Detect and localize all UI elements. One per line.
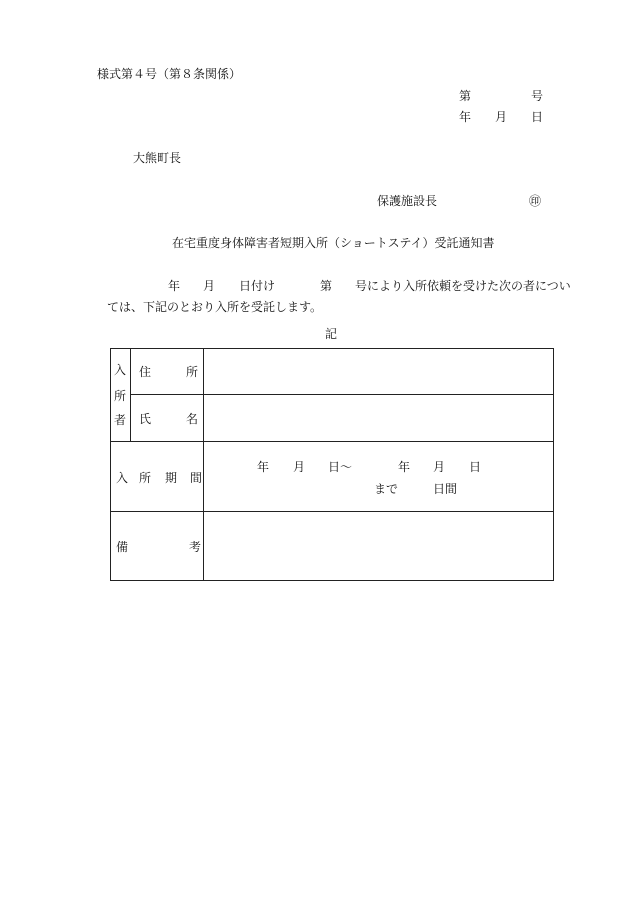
nyusho-label-cell <box>111 349 131 442</box>
remarks-value-cell[interactable] <box>204 512 554 581</box>
address-label-char-1: 住 <box>139 365 152 379</box>
date-month: 月 <box>495 110 508 124</box>
remarks-row <box>111 512 554 581</box>
body-line2: ては、下記のとおり入所を受託します。 <box>107 300 323 314</box>
date-day: 日 <box>531 110 544 124</box>
address-label-cell <box>131 349 204 395</box>
period-month-1: 月 <box>293 460 306 474</box>
body-year: 年 <box>168 279 181 293</box>
period-days: 日間 <box>433 482 458 496</box>
period-year-2: 年 <box>398 460 411 474</box>
seal-mark: ㊞ <box>529 194 542 208</box>
period-label-char-4: 間 <box>190 471 203 485</box>
body-line1: 号により入所依頼を受けた次の者につい <box>355 279 571 293</box>
form-number: 様式第４号（第８条関係） <box>97 67 242 81</box>
body-month: 月 <box>203 279 216 293</box>
period-label-char-2: 所 <box>139 471 152 485</box>
period-label-cell <box>111 442 204 512</box>
name-label-cell <box>131 395 204 442</box>
name-row <box>111 395 554 442</box>
form-table <box>110 348 554 581</box>
period-day-2: 日 <box>469 460 482 474</box>
nyusho-char-3: 者 <box>113 413 126 427</box>
body-day-ref: 日付け <box>239 279 276 293</box>
nyusho-char-2: 所 <box>113 389 126 403</box>
name-label-char-2: 名 <box>186 412 199 426</box>
remarks-label-cell <box>111 512 204 581</box>
name-label-char-1: 氏 <box>139 412 152 426</box>
doc-number-dai: 第 <box>459 89 472 103</box>
doc-number-go: 号 <box>531 89 544 103</box>
ki-heading: 記 <box>325 327 338 341</box>
remarks-label-char-1: 備 <box>116 540 129 554</box>
addressee: 大熊町長 <box>133 151 182 165</box>
remarks-label-char-2: 考 <box>189 540 202 554</box>
period-value-cell[interactable] <box>204 442 554 512</box>
nyusho-char-1: 入 <box>113 363 126 377</box>
period-day-1: 日〜 <box>328 460 353 474</box>
document-title: 在宅重度身体障害者短期入所（ショートステイ）受託通知書 <box>172 236 495 250</box>
period-label-char-1: 入 <box>116 471 129 485</box>
date-year: 年 <box>459 110 472 124</box>
address-label-char-2: 所 <box>186 365 199 379</box>
body-dai: 第 <box>320 279 333 293</box>
period-year-1: 年 <box>257 460 270 474</box>
period-month-2: 月 <box>433 460 446 474</box>
period-row <box>111 442 554 512</box>
address-row <box>111 349 554 395</box>
sender-title: 保護施設長 <box>377 194 438 208</box>
name-value-cell[interactable] <box>204 395 554 442</box>
period-label-char-3: 期 <box>165 471 178 485</box>
period-made: まで <box>374 482 399 496</box>
address-value-cell[interactable] <box>204 349 554 395</box>
